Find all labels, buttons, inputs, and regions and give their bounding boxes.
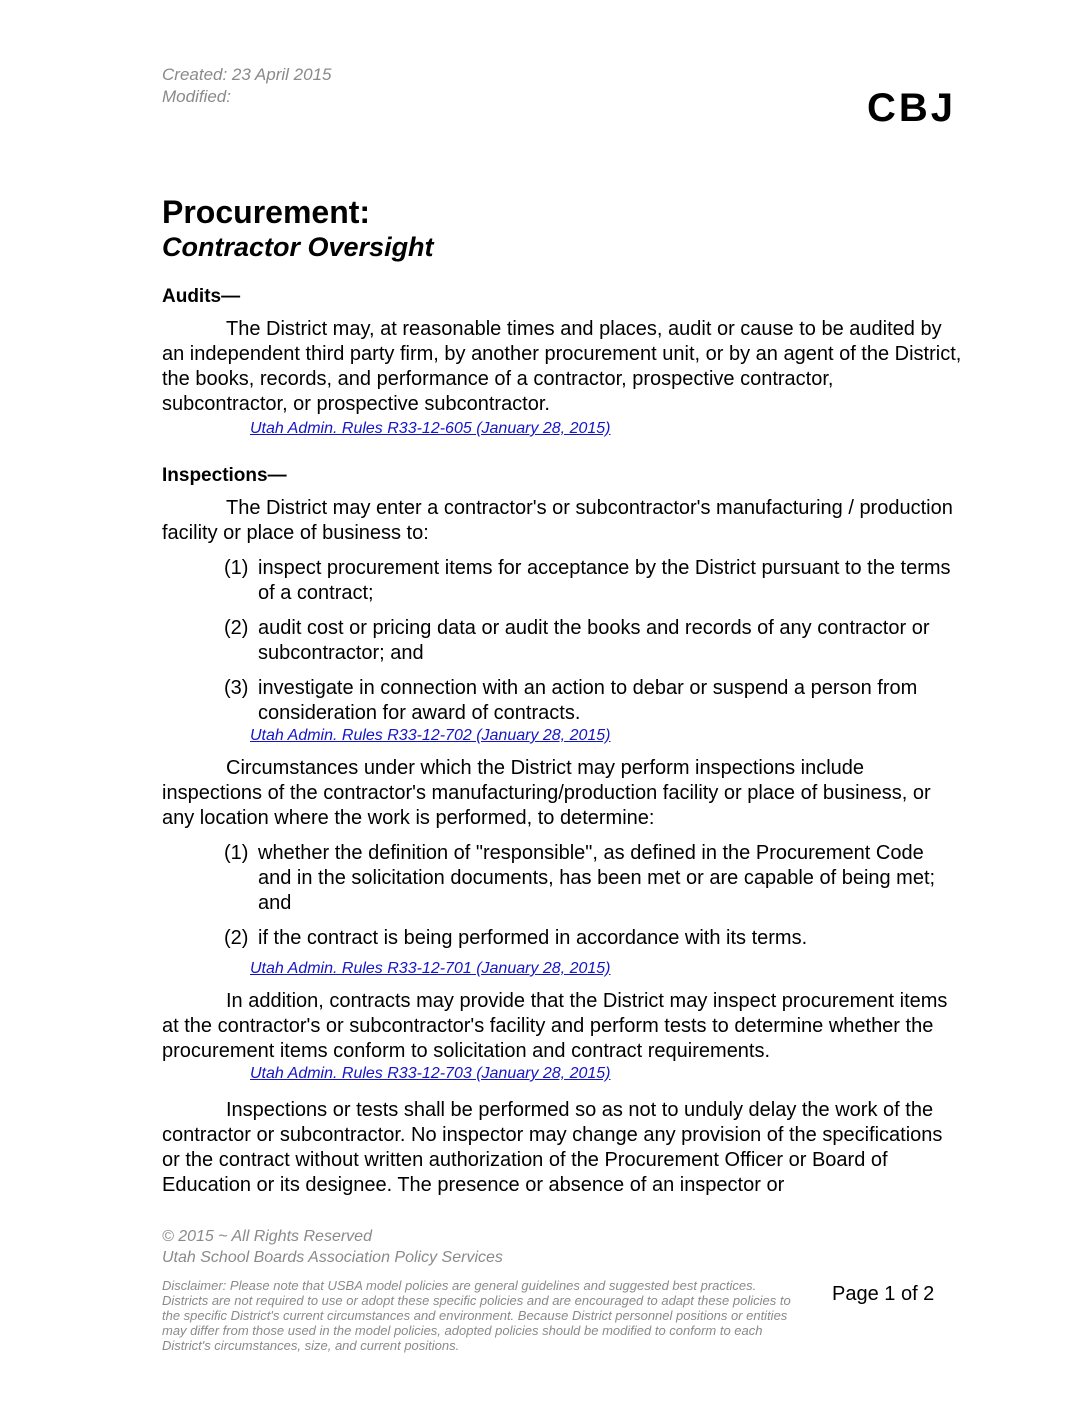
list-item-text: whether the definition of "responsible", as defined in the Procurement Code and in the solicitation documents, has been met or are capable of being met; and [258, 842, 936, 914]
audits-paragraph: The District may, at reasonable times and places, audit or cause to be audited by an independent third party firm, by another procurement unit, or by an agent of the District, the books, records, and performance of a contractor, prospective contractor, subcontractor, or prospective subcontractor. [162, 318, 962, 415]
list-item [162, 616, 962, 666]
footer-copyright-block [162, 1226, 503, 1268]
inspections-list-1 [162, 556, 962, 726]
inspections-citation-1 [250, 726, 962, 746]
inspections-paragraph-2: Circumstances under which the District may perform inspections include inspections of the contractor's manufacturing/production facility or place of business, or any location where the work is performed, to determine: [162, 757, 931, 829]
inspections-citation-2 [250, 959, 962, 979]
disclaimer-text: Disclaimer: Please note that USBA model policies are general guidelines and suggested best practices. Districts are not required to use or adopt these specific policies and are encouraged to adapt these policies to the specific District's current circumstances and environment. Because District personnel positions or entities may differ from those used in the model policies, adopted policies should be modified to conform to each District's circumstances, size, and current positions. [162, 1278, 791, 1353]
modified-date: Modified: [162, 87, 231, 106]
policy-code: CBJ [866, 86, 956, 130]
list-item-number: (2) [224, 927, 249, 949]
list-item-number: (1) [224, 557, 249, 579]
list-item-number: (3) [224, 677, 249, 699]
list-item-number: (1) [224, 842, 249, 864]
inspections-heading: Inspections— [162, 465, 287, 486]
created-date: Created: 23 April 2015 [162, 65, 332, 84]
inspections-paragraph-4: Inspections or tests shall be performed so as not to unduly delay the work of the contractor or subcontractor. No inspector may change any provision of the specifications or the contract without written authorization of the Procurement Officer or Board of Education or its designee. The presence or absence of an inspector or [162, 1099, 943, 1196]
copyright-text: © 2015 ~ All Rights Reserved [162, 1228, 372, 1245]
audits-citation [250, 419, 962, 439]
list-item [162, 926, 962, 951]
inspections-citation-3 [250, 1064, 962, 1084]
inspections-paragraph-3: In addition, contracts may provide that the District may inspect procurement items at the contractor's or subcontractor's facility and perform tests to determine whether the procurement items conform to solicitation and contract requirements. [162, 990, 948, 1062]
list-item-number: (2) [224, 617, 249, 639]
list-item [162, 841, 962, 916]
list-item-text: investigate in connection with an action to debar or suspend a person from consideration for award of contracts. [258, 677, 918, 724]
list-item-text: if the contract is being performed in accordance with its terms. [258, 927, 808, 949]
list-item [162, 556, 962, 606]
inspections-paragraph-1: The District may enter a contractor's or subcontractor's manufacturing / production facility or place of business to: [162, 497, 953, 544]
inspections-list-2 [162, 841, 962, 951]
inspections-citation-1-link[interactable]: Utah Admin. Rules R33-12-702 (January 28, 2015) [250, 727, 611, 744]
list-item [162, 676, 962, 726]
inspections-citation-2-link[interactable]: Utah Admin. Rules R33-12-701 (January 28, 2015) [250, 960, 611, 977]
document-body [162, 284, 962, 1198]
inspections-citation-3-link[interactable]: Utah Admin. Rules R33-12-703 (January 28, 2015) [250, 1065, 611, 1082]
page-subtitle: Contractor Oversight [162, 232, 434, 262]
organization-text: Utah School Boards Association Policy Services [162, 1249, 503, 1266]
list-item-text: inspect procurement items for acceptance by the District pursuant to the terms of a contract; [258, 557, 951, 604]
page-number: Page 1 of 2 [832, 1283, 935, 1305]
audits-citation-link[interactable]: Utah Admin. Rules R33-12-605 (January 28, 2015) [250, 420, 611, 437]
page-title: Procurement: [162, 194, 371, 230]
audits-heading: Audits— [162, 286, 241, 307]
document-meta [162, 64, 331, 108]
list-item-text: audit cost or pricing data or audit the books and records of any contractor or subcontractor; and [258, 617, 930, 664]
